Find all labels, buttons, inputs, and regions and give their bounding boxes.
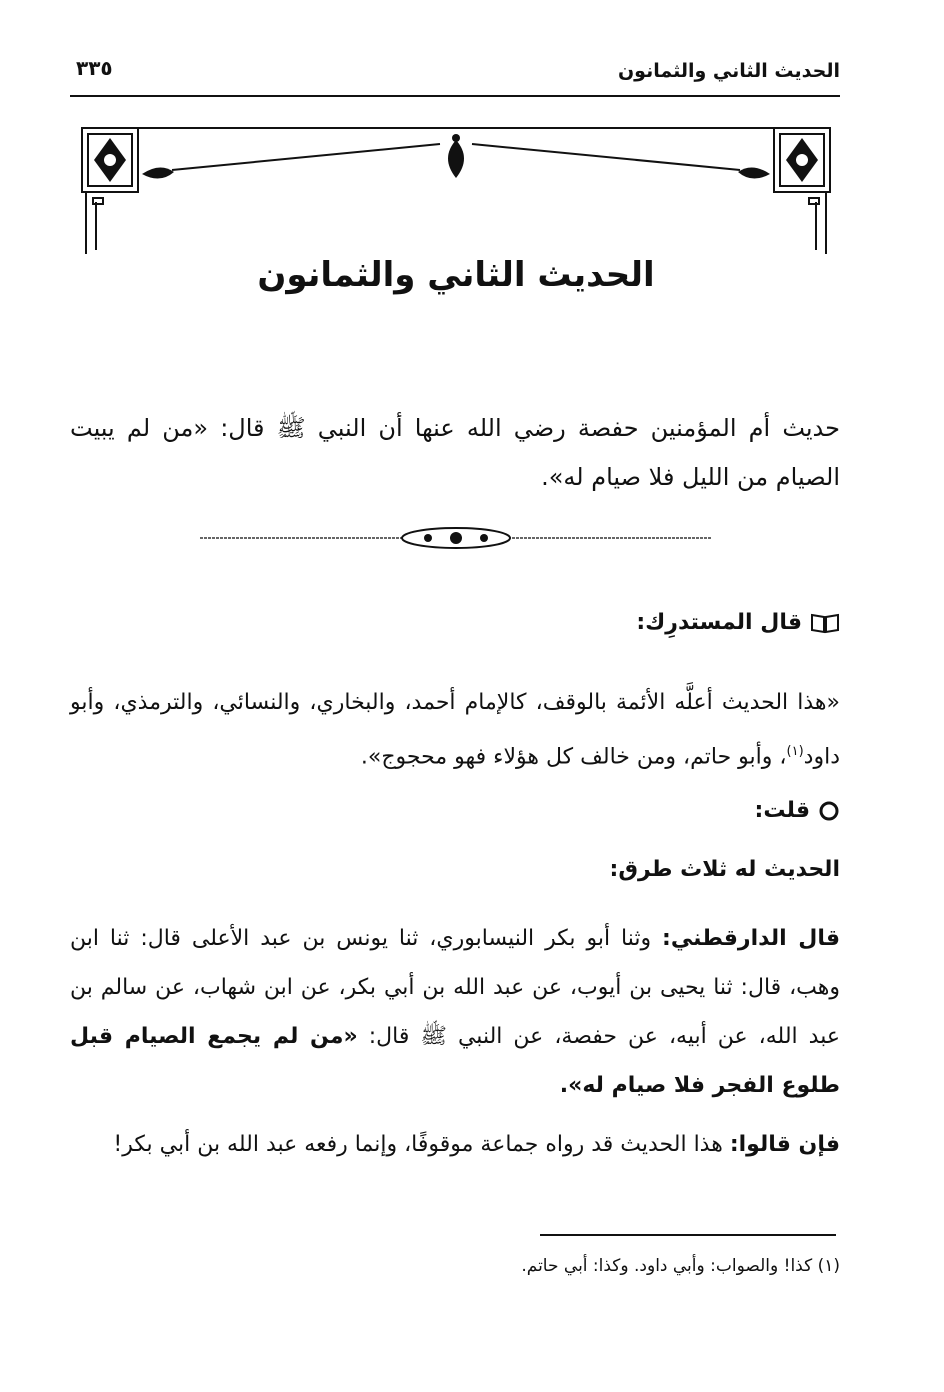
daraqutni-lead: قال الدارقطني: xyxy=(662,926,840,951)
objection-lead: فإن قالوا: xyxy=(729,1132,840,1157)
qultu-heading xyxy=(755,798,840,823)
intro-paragraph: حديث أم المؤمنين حفصة رضي الله عنها أن النبي ﷺ قال: «من لم يبيت الصيام من الليل فلا صيام له». xyxy=(70,414,840,491)
footnote-text: (١) كذا! والصواب: وأبي داود. وكذا: أبي حاتم. xyxy=(521,1256,840,1276)
circle-marker-icon xyxy=(818,800,840,822)
header-rule xyxy=(70,95,840,97)
footnote-marker: (١) xyxy=(786,744,804,759)
mustadrak-quote xyxy=(70,678,840,781)
mustadrak-heading-label: قال المستدرِك: xyxy=(636,610,802,635)
mustadrak-heading xyxy=(636,610,840,635)
chapter-ornament-frame xyxy=(80,126,832,266)
footnote-rule xyxy=(540,1234,836,1236)
objection-paragraph xyxy=(70,1120,840,1169)
chapter-title: الحديث الثاني والثمانون xyxy=(257,255,655,295)
daraqutni-paragraph xyxy=(70,914,840,1110)
objection-text: هذا الحديث قد رواه جماعة موقوفًا، وإنما رفعه عبد الله بن أبي بكر! xyxy=(113,1132,730,1157)
page-number: ٣٣٥ xyxy=(76,56,113,80)
daraqutni-hadith: «من لم يجمع الصيام قبل طلوع الفجر فلا صيام له». xyxy=(70,1024,840,1098)
open-book-icon xyxy=(810,612,840,634)
running-title: الحديث الثاني والثمانون xyxy=(617,60,840,82)
routes-subheading: الحديث له ثلاث طرق: xyxy=(609,857,840,882)
daraqutni-chain: وثنا أبو بكر النيسابوري، ثنا يونس بن عبد الأعلى قال: ثنا ابن وهب، قال: ثنا يحيى بن أيوب، عن عبد الله بن أبي بكر، عن ابن شهاب، عن سالم بن عبد الله، عن أبيه، عن حفصة، عن النبي ﷺ قال: xyxy=(70,926,840,1049)
mustadrak-quote-part-b: ، وأبو حاتم، ومن خالف كل هؤلاء فهو محجوج». xyxy=(360,744,787,770)
mustadrak-quote-part-a: «هذا الحديث أعلَّه الأئمة بالوقف، كالإمام أحمد، والبخاري، والنسائي، والترمذي، وأبو داود xyxy=(70,690,840,770)
ornamental-divider xyxy=(200,524,712,552)
qultu-label: قلت: xyxy=(754,798,810,823)
